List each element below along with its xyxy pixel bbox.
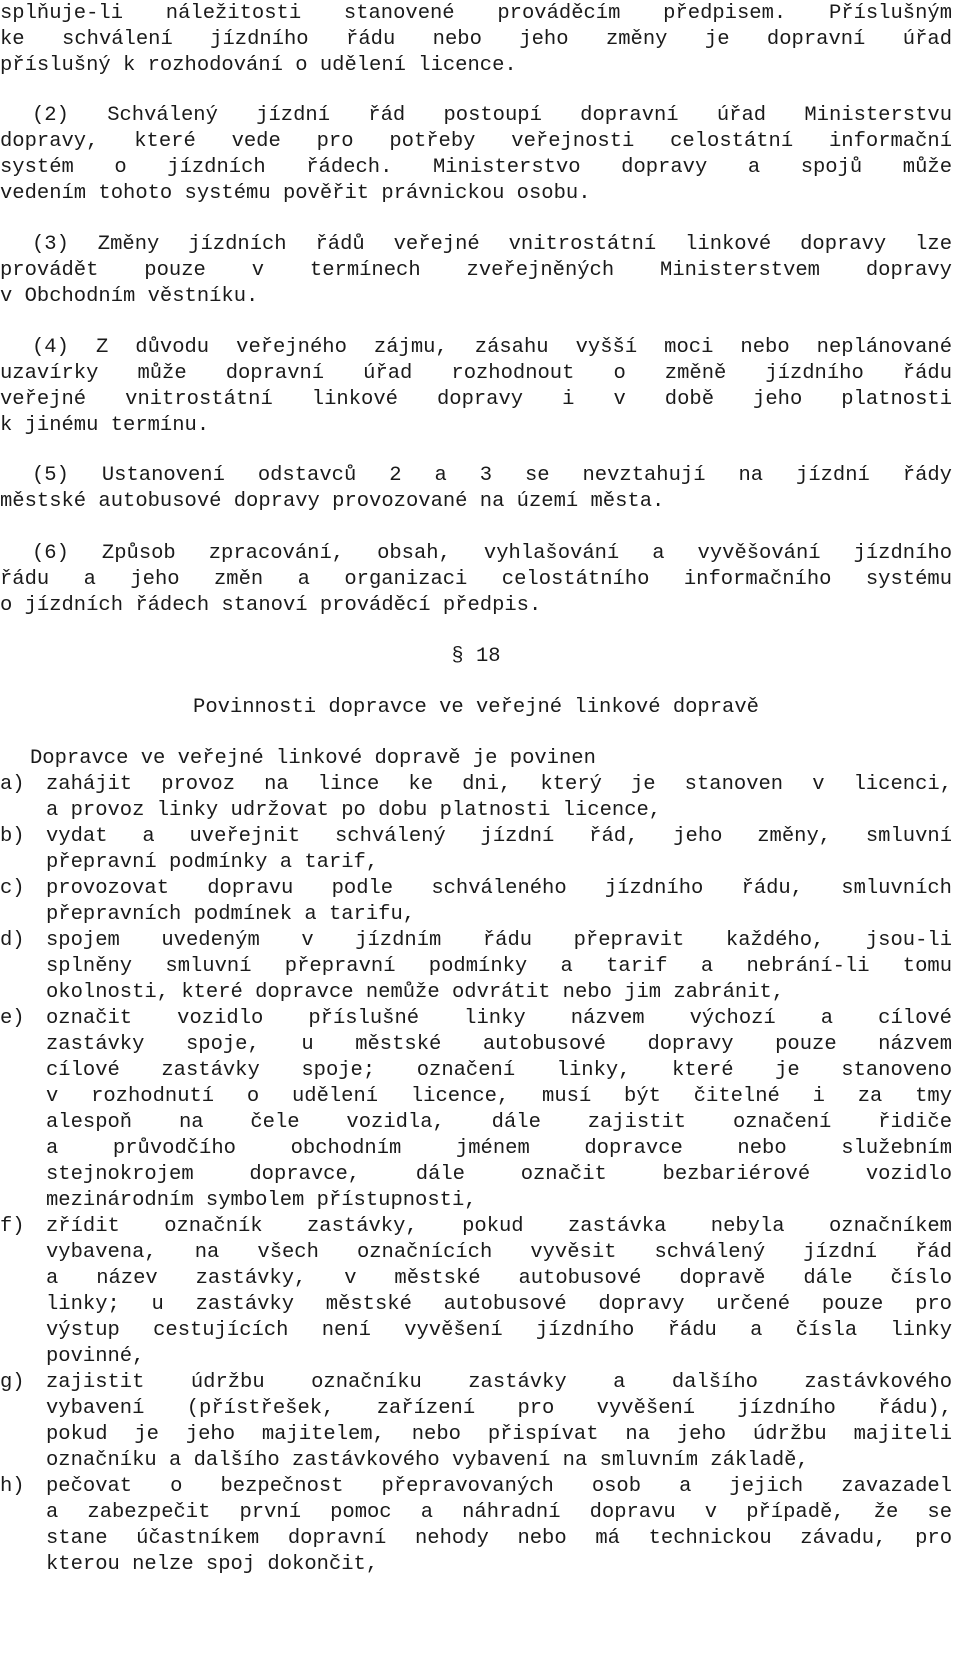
text-line: městské autobusové dopravy provozované na území města. (0, 490, 665, 513)
text-line: provádět pouze v termínech zveřejněných Ministerstvem dopravy (0, 259, 952, 282)
text-line: příslušný k rozhodování o udělení licence. (0, 54, 517, 77)
text-line: ke schválení jízdního řádu nebo jeho změny je dopravní úřad (0, 28, 952, 51)
list-item-letter: f) (0, 1215, 25, 1238)
list-item-line: v rozhodnutí o udělení licence, musí být čitelné i za tmy (46, 1085, 952, 1108)
section-number: § 18 (451, 645, 501, 668)
list-item-line: přepravních podmínek a tarifu, (46, 903, 416, 926)
text-line: řádu a jeho změn a organizaci celostátního informačního systému (0, 568, 952, 591)
list-item-line: a název zastávky, v městské autobusové dopravě dále číslo (46, 1267, 952, 1290)
list-item-line: zřídit označník zastávky, pokud zastávka nebyla označníkem (46, 1215, 952, 1238)
text-line: (2) Schválený jízdní řád postoupí dopravní úřad Ministerstvu (32, 104, 952, 127)
text-line: (6) Způsob zpracování, obsah, vyhlašování a vyvěšování jízdního (32, 542, 952, 565)
list-item-line: spojem uvedeným v jízdním řádu přepravit každého, jsou-li (46, 929, 952, 952)
list-item-line: alespoň na čele vozidla, dále zajistit označení řidiče (46, 1111, 952, 1134)
list-item-line: zastávky spoje, u městské autobusové dopravy pouze názvem (46, 1033, 952, 1056)
list-item-line: a provoz linky udržovat po dobu platnosti licence, (46, 799, 662, 822)
list-item-line: pokud je jeho majitelem, nebo přispívat na jeho údržbu majiteli (46, 1423, 952, 1446)
text-line: (4) Z důvodu veřejného zájmu, zásahu vyšší moci nebo neplánované (32, 336, 952, 359)
list-item-letter: e) (0, 1007, 25, 1030)
text-line: (5) Ustanovení odstavců 2 a 3 se nevztahují na jízdní řády (32, 464, 952, 487)
list-item-line: kterou nelze spoj dokončit, (46, 1553, 379, 1576)
text-line: dopravy, které vede pro potřeby veřejnosti celostátní informační (0, 130, 952, 153)
list-item-line: zahájit provoz na lince ke dni, který je stanoven v licenci, (46, 773, 952, 796)
list-item-line: zajistit údržbu označníku zastávky a dalšího zastávkového (46, 1371, 952, 1394)
text-line: veřejné vnitrostátní linkové dopravy i v době jeho platnosti (0, 388, 952, 411)
text-line: k jinému termínu. (0, 414, 210, 437)
text-line: uzavírky může dopravní úřad rozhodnout o změně jízdního řádu (0, 362, 952, 385)
list-item-line: vydat a uveřejnit schválený jízdní řád, jeho změny, smluvní (46, 825, 952, 848)
list-item-line: cílové zastávky spoje; označení linky, které je stanoveno (46, 1059, 952, 1082)
text-line: (3) Změny jízdních řádů veřejné vnitrostátní linkové dopravy lze (32, 233, 952, 256)
list-item-letter: d) (0, 929, 25, 952)
list-item-line: a zabezpečit první pomoc a náhradní dopravu v případě, že se (46, 1501, 952, 1524)
list-item-line: označníku a dalšího zastávkového vybavení na smluvním základě, (46, 1449, 809, 1472)
list-item-line: povinné, (46, 1345, 145, 1368)
list-item-letter: h) (0, 1475, 25, 1498)
list-item-line: provozovat dopravu podle schváleného jízdního řádu, smluvních (46, 877, 952, 900)
list-item-letter: a) (0, 773, 25, 796)
list-intro: Dopravce ve veřejné linkové dopravě je povinen (30, 747, 596, 770)
text-line: vedením tohoto systému pověřit právnickou osobu. (0, 182, 591, 205)
list-item-line: pečovat o bezpečnost přepravovaných osob a jejich zavazadel (46, 1475, 952, 1498)
list-item-line: stane účastníkem dopravní nehody nebo má technickou závadu, pro (46, 1527, 952, 1550)
list-item-letter: b) (0, 825, 25, 848)
list-item-line: stejnokrojem dopravce, dále označit bezbariérové vozidlo (46, 1163, 952, 1186)
list-item-line: a průvodčího obchodním jménem dopravce nebo služebním (46, 1137, 952, 1160)
list-item-line: splněny smluvní přepravní podmínky a tarif a nebrání-li tomu (46, 955, 952, 978)
section-title: Povinnosti dopravce ve veřejné linkové dopravě (193, 696, 759, 719)
list-item-line: vybavení (přístřešek, zařízení pro vyvěšení jízdního řádu), (46, 1397, 952, 1420)
text-line: systém o jízdních řádech. Ministerstvo dopravy a spojů může (0, 156, 952, 179)
text-line: o jízdních řádech stanoví prováděcí předpis. (0, 594, 542, 617)
list-item-line: označit vozidlo příslušné linky názvem výchozí a cílové (46, 1007, 952, 1030)
list-item-line: výstup cestujících není vyvěšení jízdního řádu a čísla linky (46, 1319, 952, 1342)
list-item-line: okolnosti, které dopravce nemůže odvrátit nebo jim zabránit, (46, 981, 785, 1004)
list-item-line: přepravní podmínky a tarif, (46, 851, 379, 874)
list-item-letter: c) (0, 877, 25, 900)
list-item-line: linky; u zastávky městské autobusové dopravy určené pouze pro (46, 1293, 952, 1316)
list-item-letter: g) (0, 1371, 25, 1394)
text-line: v Obchodním věstníku. (0, 285, 259, 308)
list-item-line: vybavena, na všech označnících vyvěsit schválený jízdní řád (46, 1241, 952, 1264)
list-item-line: mezinárodním symbolem přístupnosti, (46, 1189, 477, 1212)
text-line: splňuje-li náležitosti stanovené prováděcím předpisem. Příslušným (0, 2, 952, 25)
